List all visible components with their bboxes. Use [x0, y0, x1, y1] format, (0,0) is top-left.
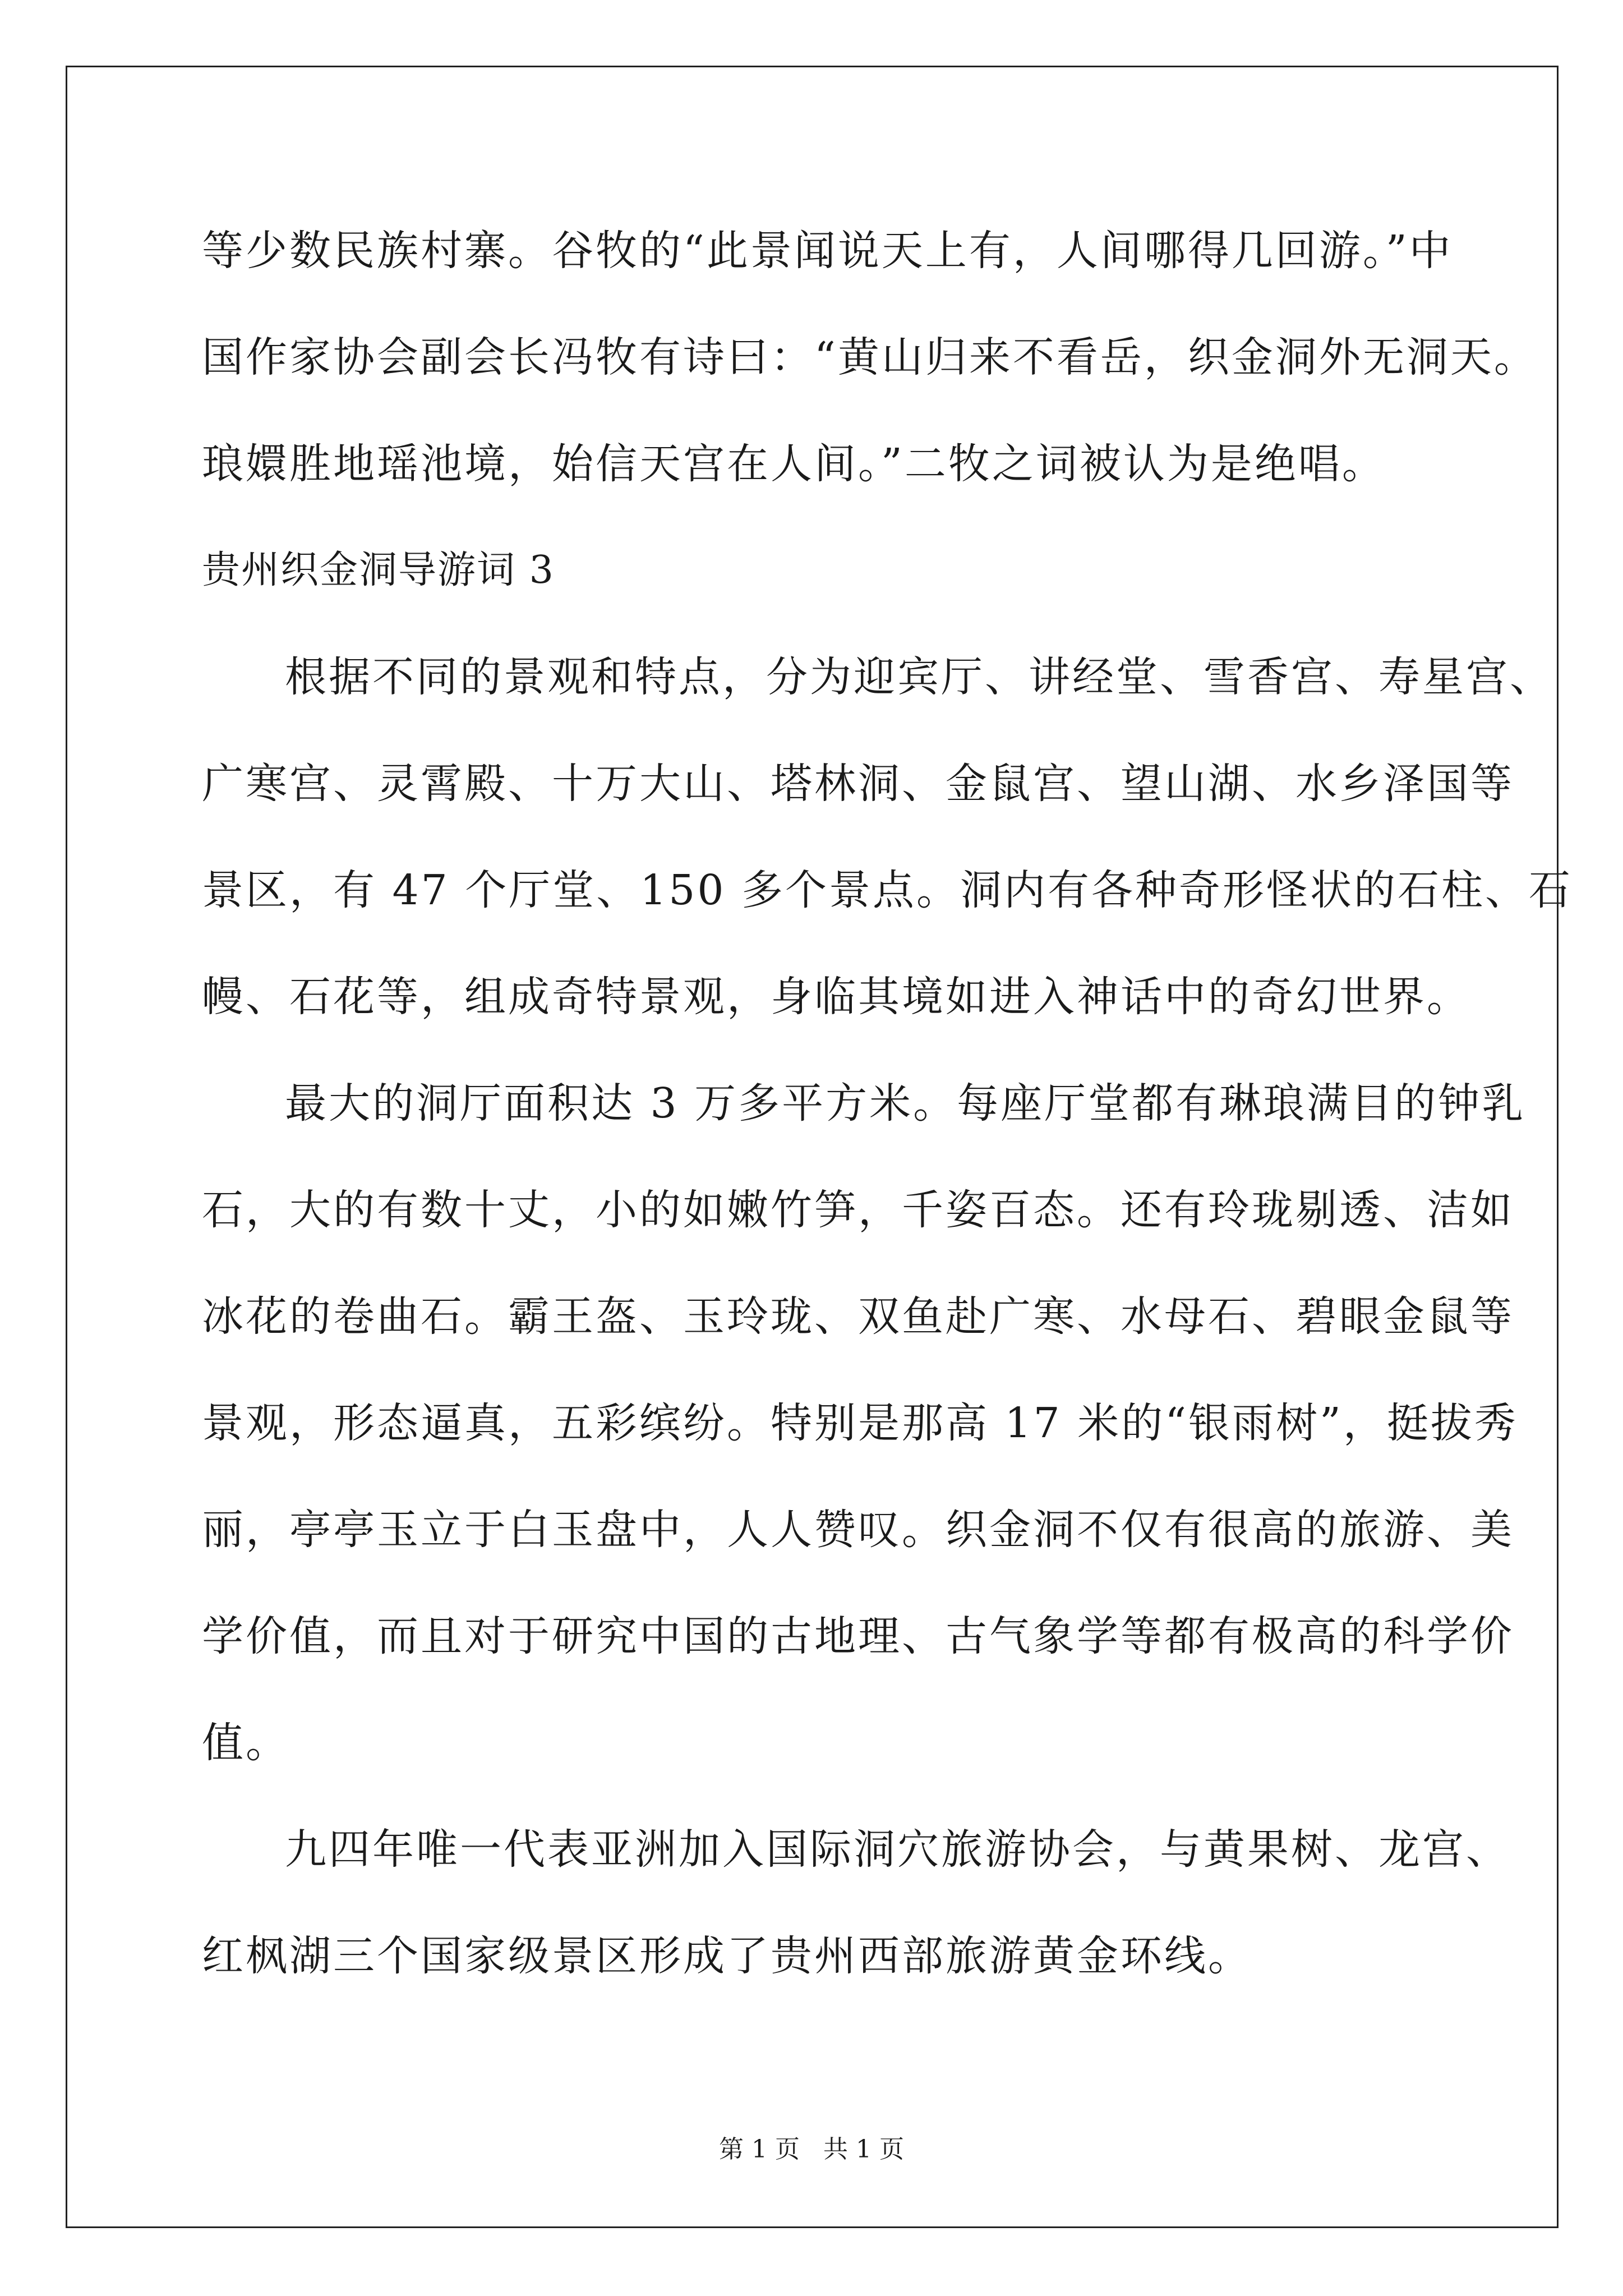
paragraph-line: 等少数民族村寨。谷牧的“此景闻说天上有，人间哪得几回游。”中	[202, 227, 1453, 275]
paragraph-line: 值。	[202, 1719, 289, 1767]
paragraph-line: 幔、石花等，组成奇特景观，身临其境如进入神话中的奇幻世界。	[202, 973, 1470, 1021]
paragraph-line: 九四年唯一代表亚洲加入国际洞穴旅游协会，与黄果树、龙宫、	[285, 1825, 1510, 1874]
paragraph-line: 根据不同的景观和特点，分为迎宾厅、讲经堂、雪香宫、寿星宫、	[285, 653, 1553, 701]
paragraph-line: 冰花的卷曲石。霸王盔、玉玲珑、双鱼赴广寒、水母石、碧眼金鼠等	[202, 1292, 1514, 1341]
page-border	[66, 66, 1559, 2228]
paragraph-line: 红枫湖三个国家级景区形成了贵州西部旅游黄金环线。	[202, 1932, 1252, 1980]
paragraph-line: 最大的洞厅面积达 3 万多平方米。每座厅堂都有琳琅满目的钟乳	[285, 1079, 1526, 1128]
paragraph-line: 国作家协会副会长冯牧有诗曰：“黄山归来不看岳，织金洞外无洞天。	[202, 333, 1538, 381]
paragraph-line: 石，大的有数十丈，小的如嫩竹笋，千姿百态。还有玲珑剔透、洁如	[202, 1186, 1514, 1234]
paragraph-line: 丽，亭亭玉立于白玉盘中，人人赞叹。织金洞不仅有很高的旅游、美	[202, 1506, 1514, 1554]
paragraph-line: 景区，有 47 个厅堂、150 多个景点。洞内有各种奇形怪状的石柱、石	[202, 866, 1573, 914]
page-number-footer: 第 1 页 共 1 页	[719, 2135, 904, 2164]
paragraph-line: 学价值，而且对于研究中国的古地理、古气象学等都有极高的科学价	[202, 1612, 1514, 1660]
paragraph-line: 琅嬛胜地瑶池境，始信天宫在人间。”二牧之词被认为是绝唱。	[202, 440, 1386, 488]
section-heading: 贵州织金洞导游词 3	[202, 548, 555, 592]
paragraph-line: 景观，形态逼真，五彩缤纷。特别是那高 17 米的“银雨树”，挺拔秀	[202, 1399, 1518, 1447]
paragraph-line: 广寒宫、灵霄殿、十万大山、塔林洞、金鼠宫、望山湖、水乡泽国等	[202, 760, 1514, 808]
